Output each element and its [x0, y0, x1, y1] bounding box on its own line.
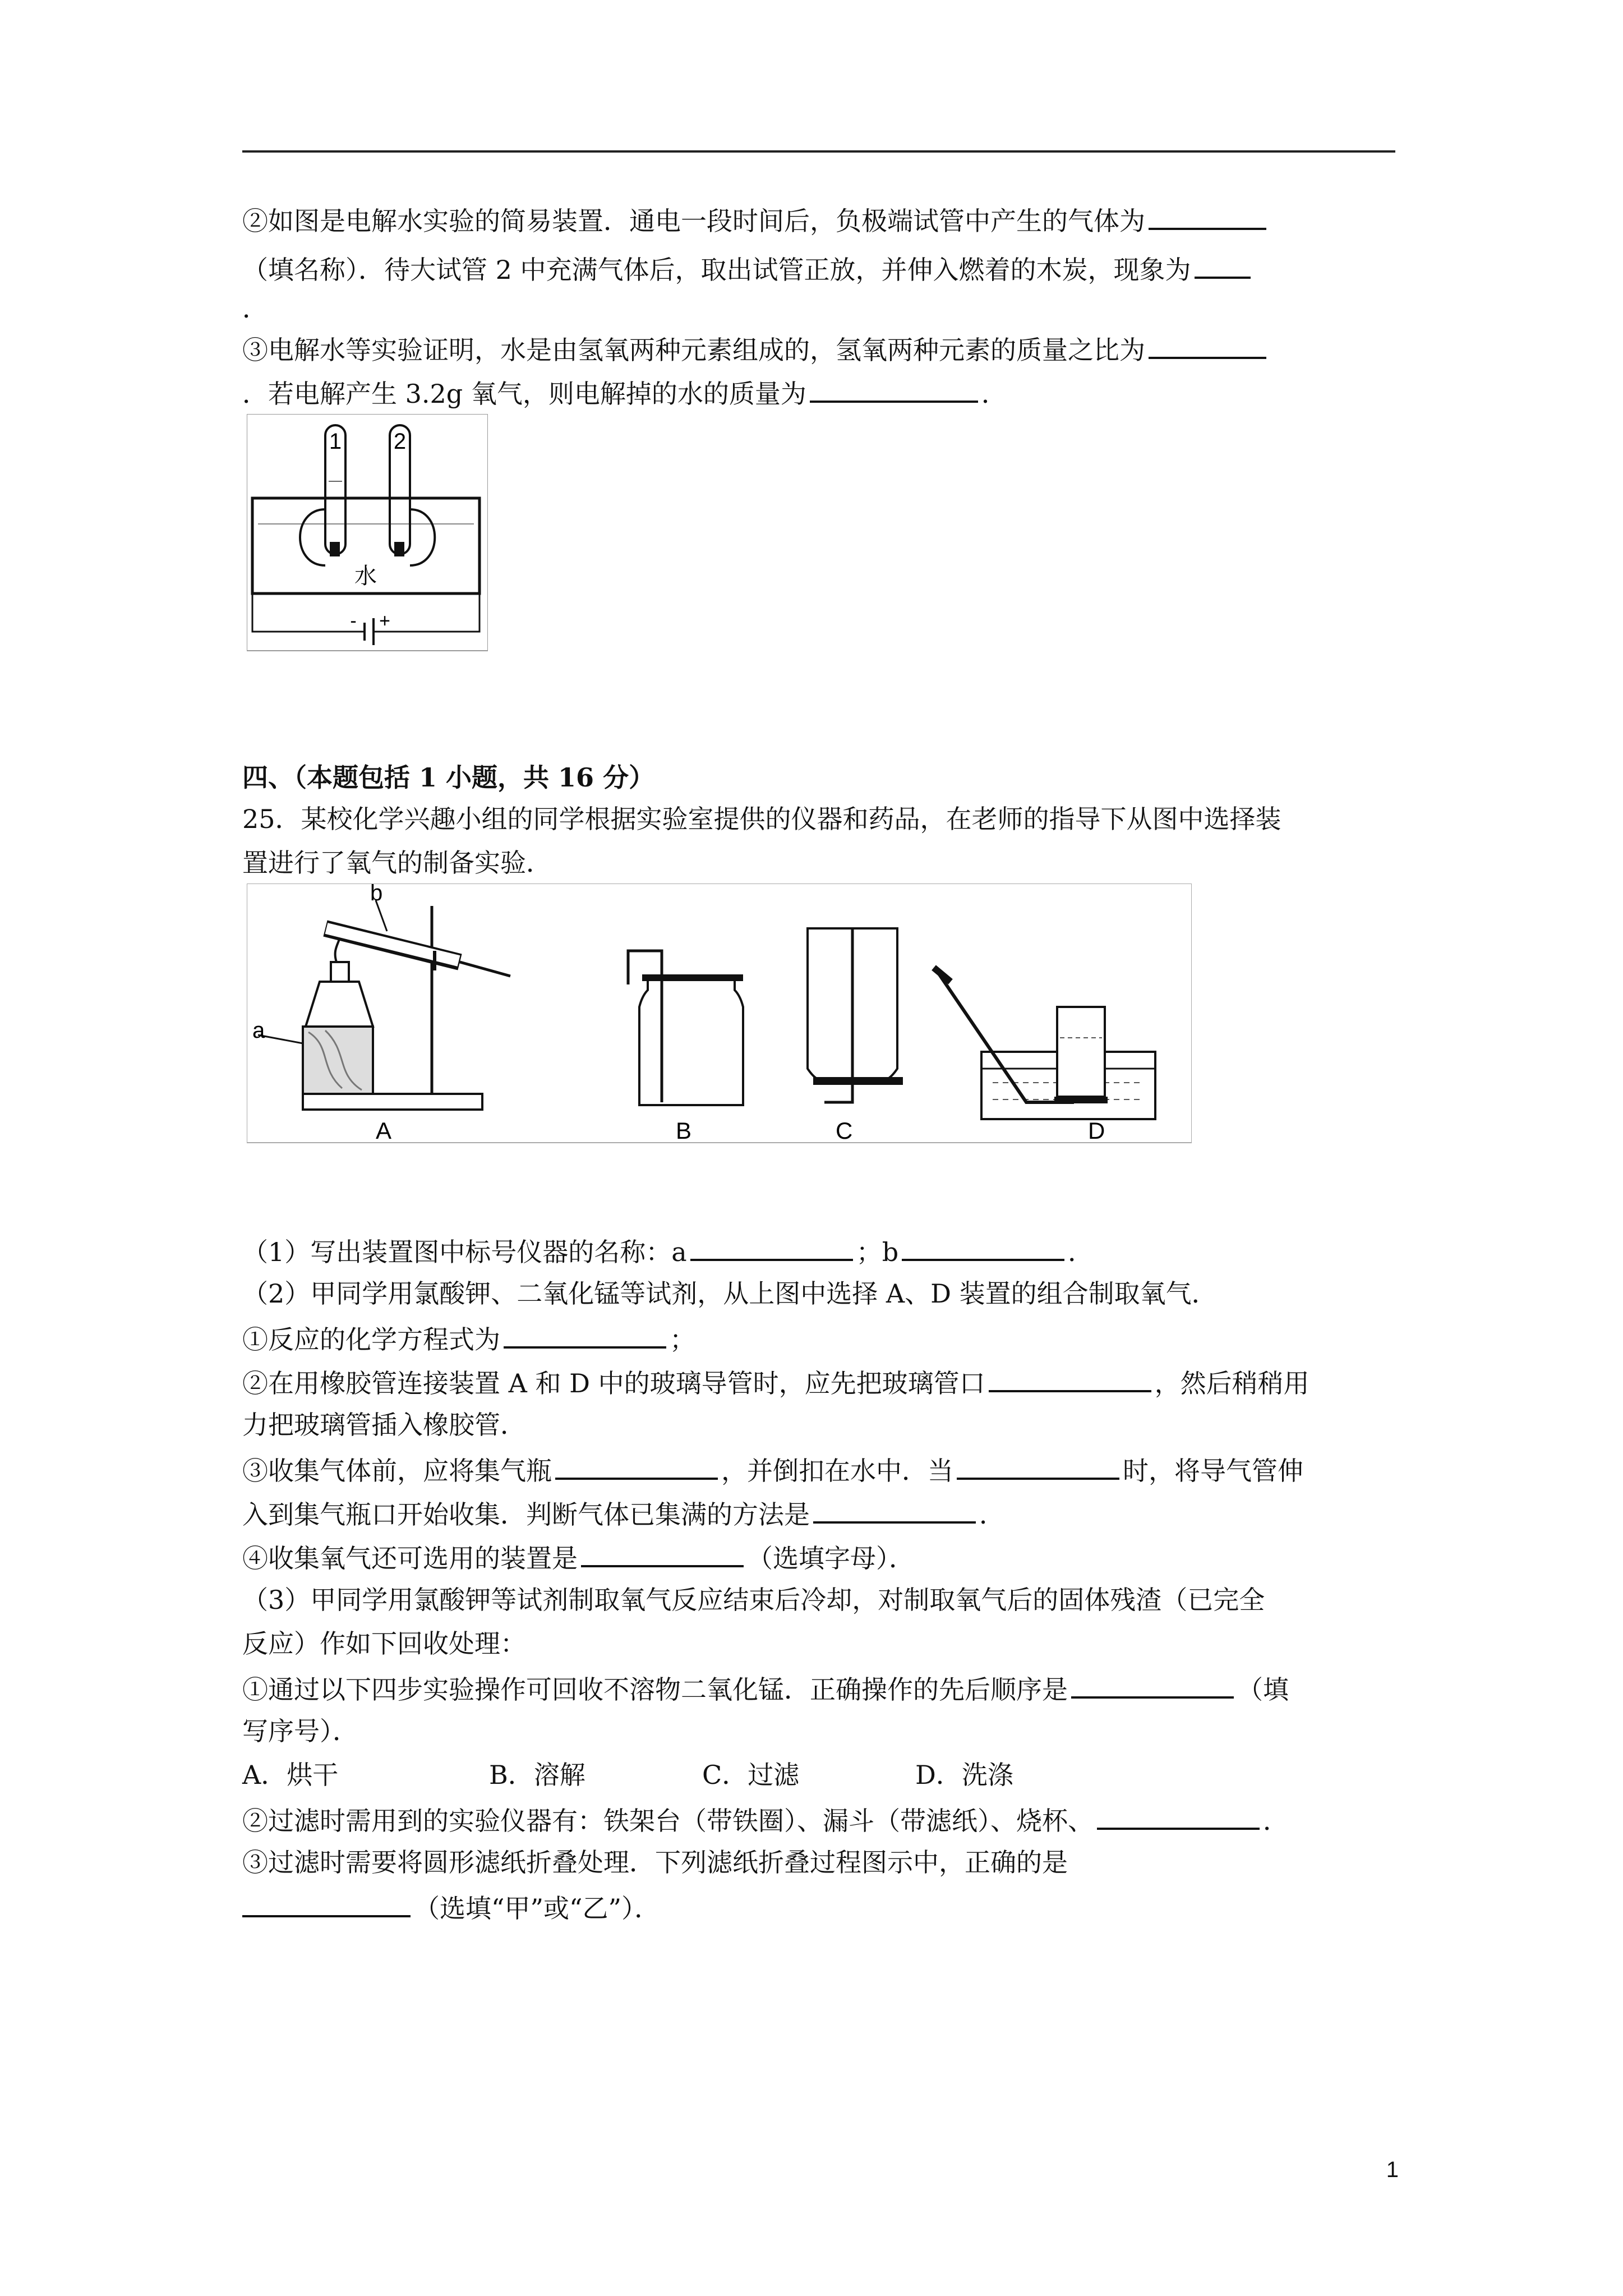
answer-blank[interactable] [813, 1496, 976, 1524]
text: （选填“甲”或“乙”）． [414, 1893, 661, 1924]
answer-blank[interactable] [1149, 202, 1266, 230]
section-title: 四、（本题包括 1 小题，共 16 分） [242, 762, 655, 793]
answer-blank[interactable] [957, 1452, 1119, 1480]
electrode-negative [330, 542, 340, 556]
part2-step2 [242, 1364, 1310, 1400]
q25-line-1: 25．某校化学兴趣小组的同学根据实验室提供的仪器和药品，在老师的指导下从图中选择装 [242, 804, 1281, 834]
text: 时，将导气管伸 [1123, 1456, 1303, 1486]
text: ．若电解产生 3.2g 氧气，则电解掉的水的质量为 [242, 379, 806, 409]
q24-line-1 [242, 202, 1270, 238]
text: ②在用橡胶管连接装置 A 和 D 中的玻璃导管时，应先把玻璃管口 [242, 1368, 985, 1398]
q24-line-4 [242, 331, 1270, 367]
answer-blank-b[interactable] [902, 1233, 1064, 1261]
answer-blank[interactable] [581, 1539, 744, 1567]
text: ①反应的化学方程式为 [242, 1324, 500, 1355]
text: ③电解水等实验证明，水是由氢氧两种元素组成的，氢氧两种元素的质量之比为 [242, 335, 1145, 365]
part2-step1 [242, 1320, 695, 1356]
battery-plus-label: + [379, 610, 390, 632]
part3-options [242, 1758, 1013, 1792]
answer-blank[interactable] [555, 1452, 718, 1480]
answer-blank[interactable] [504, 1320, 666, 1349]
caption-d: D [1088, 1117, 1105, 1144]
part3-step1-cont: 写序号）． [242, 1716, 358, 1746]
text: （填名称）．待大试管 2 中充满气体后，取出试管正放，并伸入燃着的木炭，现象为 [242, 255, 1191, 285]
option-b: B．溶解 [489, 1760, 585, 1790]
answer-blank-a[interactable] [690, 1233, 853, 1261]
text: 入到集气瓶口开始收集．判断气体已集满的方法是 [242, 1499, 810, 1530]
part3-step1 [242, 1671, 1289, 1706]
part3-step3: ③过滤时需要将圆形滤纸折叠处理．下列滤纸折叠过程图示中，正确的是 [242, 1847, 1068, 1878]
page-number: 1 [1386, 2157, 1399, 2182]
water-label: 水 [354, 563, 377, 589]
q24-line-3 [242, 292, 268, 325]
text: （填 [1237, 1674, 1289, 1705]
caption-c: C [836, 1117, 853, 1144]
electrode-positive [394, 542, 404, 556]
electrolysis-apparatus-figure [247, 414, 488, 655]
text: ④收集氧气还可选用的装置是 [242, 1543, 578, 1573]
answer-blank[interactable] [989, 1364, 1151, 1392]
text: ，并倒扣在水中．当 [721, 1456, 953, 1486]
text: ②如图是电解水实验的简易装置．通电一段时间后，负极端试管中产生的气体为 [242, 206, 1145, 236]
part2-intro: （2）甲同学用氯酸钾、二氧化锰等试剂，从上图中选择 A、D 装置的组合制取氧气． [242, 1278, 1218, 1309]
q25-line-2: 置进行了氧气的制备实验． [242, 848, 552, 878]
label-a: a [252, 1018, 265, 1043]
option-a: A．烘干 [242, 1760, 339, 1790]
text: ． [979, 1499, 1005, 1530]
tube-2-label: 2 [393, 429, 407, 454]
caption-a: A [376, 1117, 392, 1144]
oxygen-apparatus-figure [247, 884, 1192, 1144]
label-b: b [370, 884, 383, 905]
answer-blank[interactable] [1195, 251, 1251, 279]
part2-step3 [242, 1452, 1303, 1488]
text: （选填字母）． [747, 1543, 915, 1573]
part2-step4 [242, 1539, 915, 1575]
part3-step3-cont [242, 1889, 660, 1925]
option-c: C．过滤 [702, 1760, 800, 1790]
text: ，然后稍稍用 [1154, 1368, 1310, 1398]
part2-step2-cont: 力把玻璃管插入橡胶管． [242, 1410, 526, 1440]
part3-intro-2: 反应）作如下回收处理： [242, 1628, 526, 1659]
answer-blank[interactable] [242, 1889, 411, 1917]
text: ；b [856, 1237, 899, 1267]
text: ②过滤时需用到的实验仪器有：铁架台（带铁圈）、漏斗（带滤纸）、烧杯、 [242, 1806, 1094, 1836]
answer-blank[interactable] [1097, 1802, 1260, 1830]
text: ． [1068, 1237, 1094, 1267]
part1-line [242, 1233, 1094, 1269]
caption-b: B [676, 1117, 692, 1144]
text: ． [1263, 1806, 1289, 1836]
text: ． [242, 293, 268, 324]
part3-intro-1: （3）甲同学用氯酸钾等试剂制取氧气反应结束后冷却，对制取氧气后的固体残渣（已完全 [242, 1585, 1265, 1615]
answer-blank[interactable] [1149, 331, 1266, 359]
q24-line-2 [242, 251, 1254, 287]
answer-blank[interactable] [1071, 1671, 1234, 1699]
battery-minus-label: - [350, 610, 357, 632]
tube-1-label: 1 [329, 429, 342, 454]
answer-blank[interactable] [810, 375, 978, 403]
q24-line-5 [242, 375, 1007, 411]
part2-step3-cont [242, 1496, 1005, 1531]
option-d: D．洗涤 [915, 1760, 1013, 1790]
header-rule [242, 150, 1395, 153]
text: ； [670, 1324, 695, 1355]
text: ①通过以下四步实验操作可回收不溶物二氧化锰．正确操作的先后顺序是 [242, 1674, 1068, 1705]
text: （1）写出装置图中标号仪器的名称：a [242, 1237, 687, 1267]
text: ③收集气体前，应将集气瓶 [242, 1456, 552, 1486]
text: ． [981, 379, 1007, 409]
part3-step2 [242, 1802, 1289, 1838]
